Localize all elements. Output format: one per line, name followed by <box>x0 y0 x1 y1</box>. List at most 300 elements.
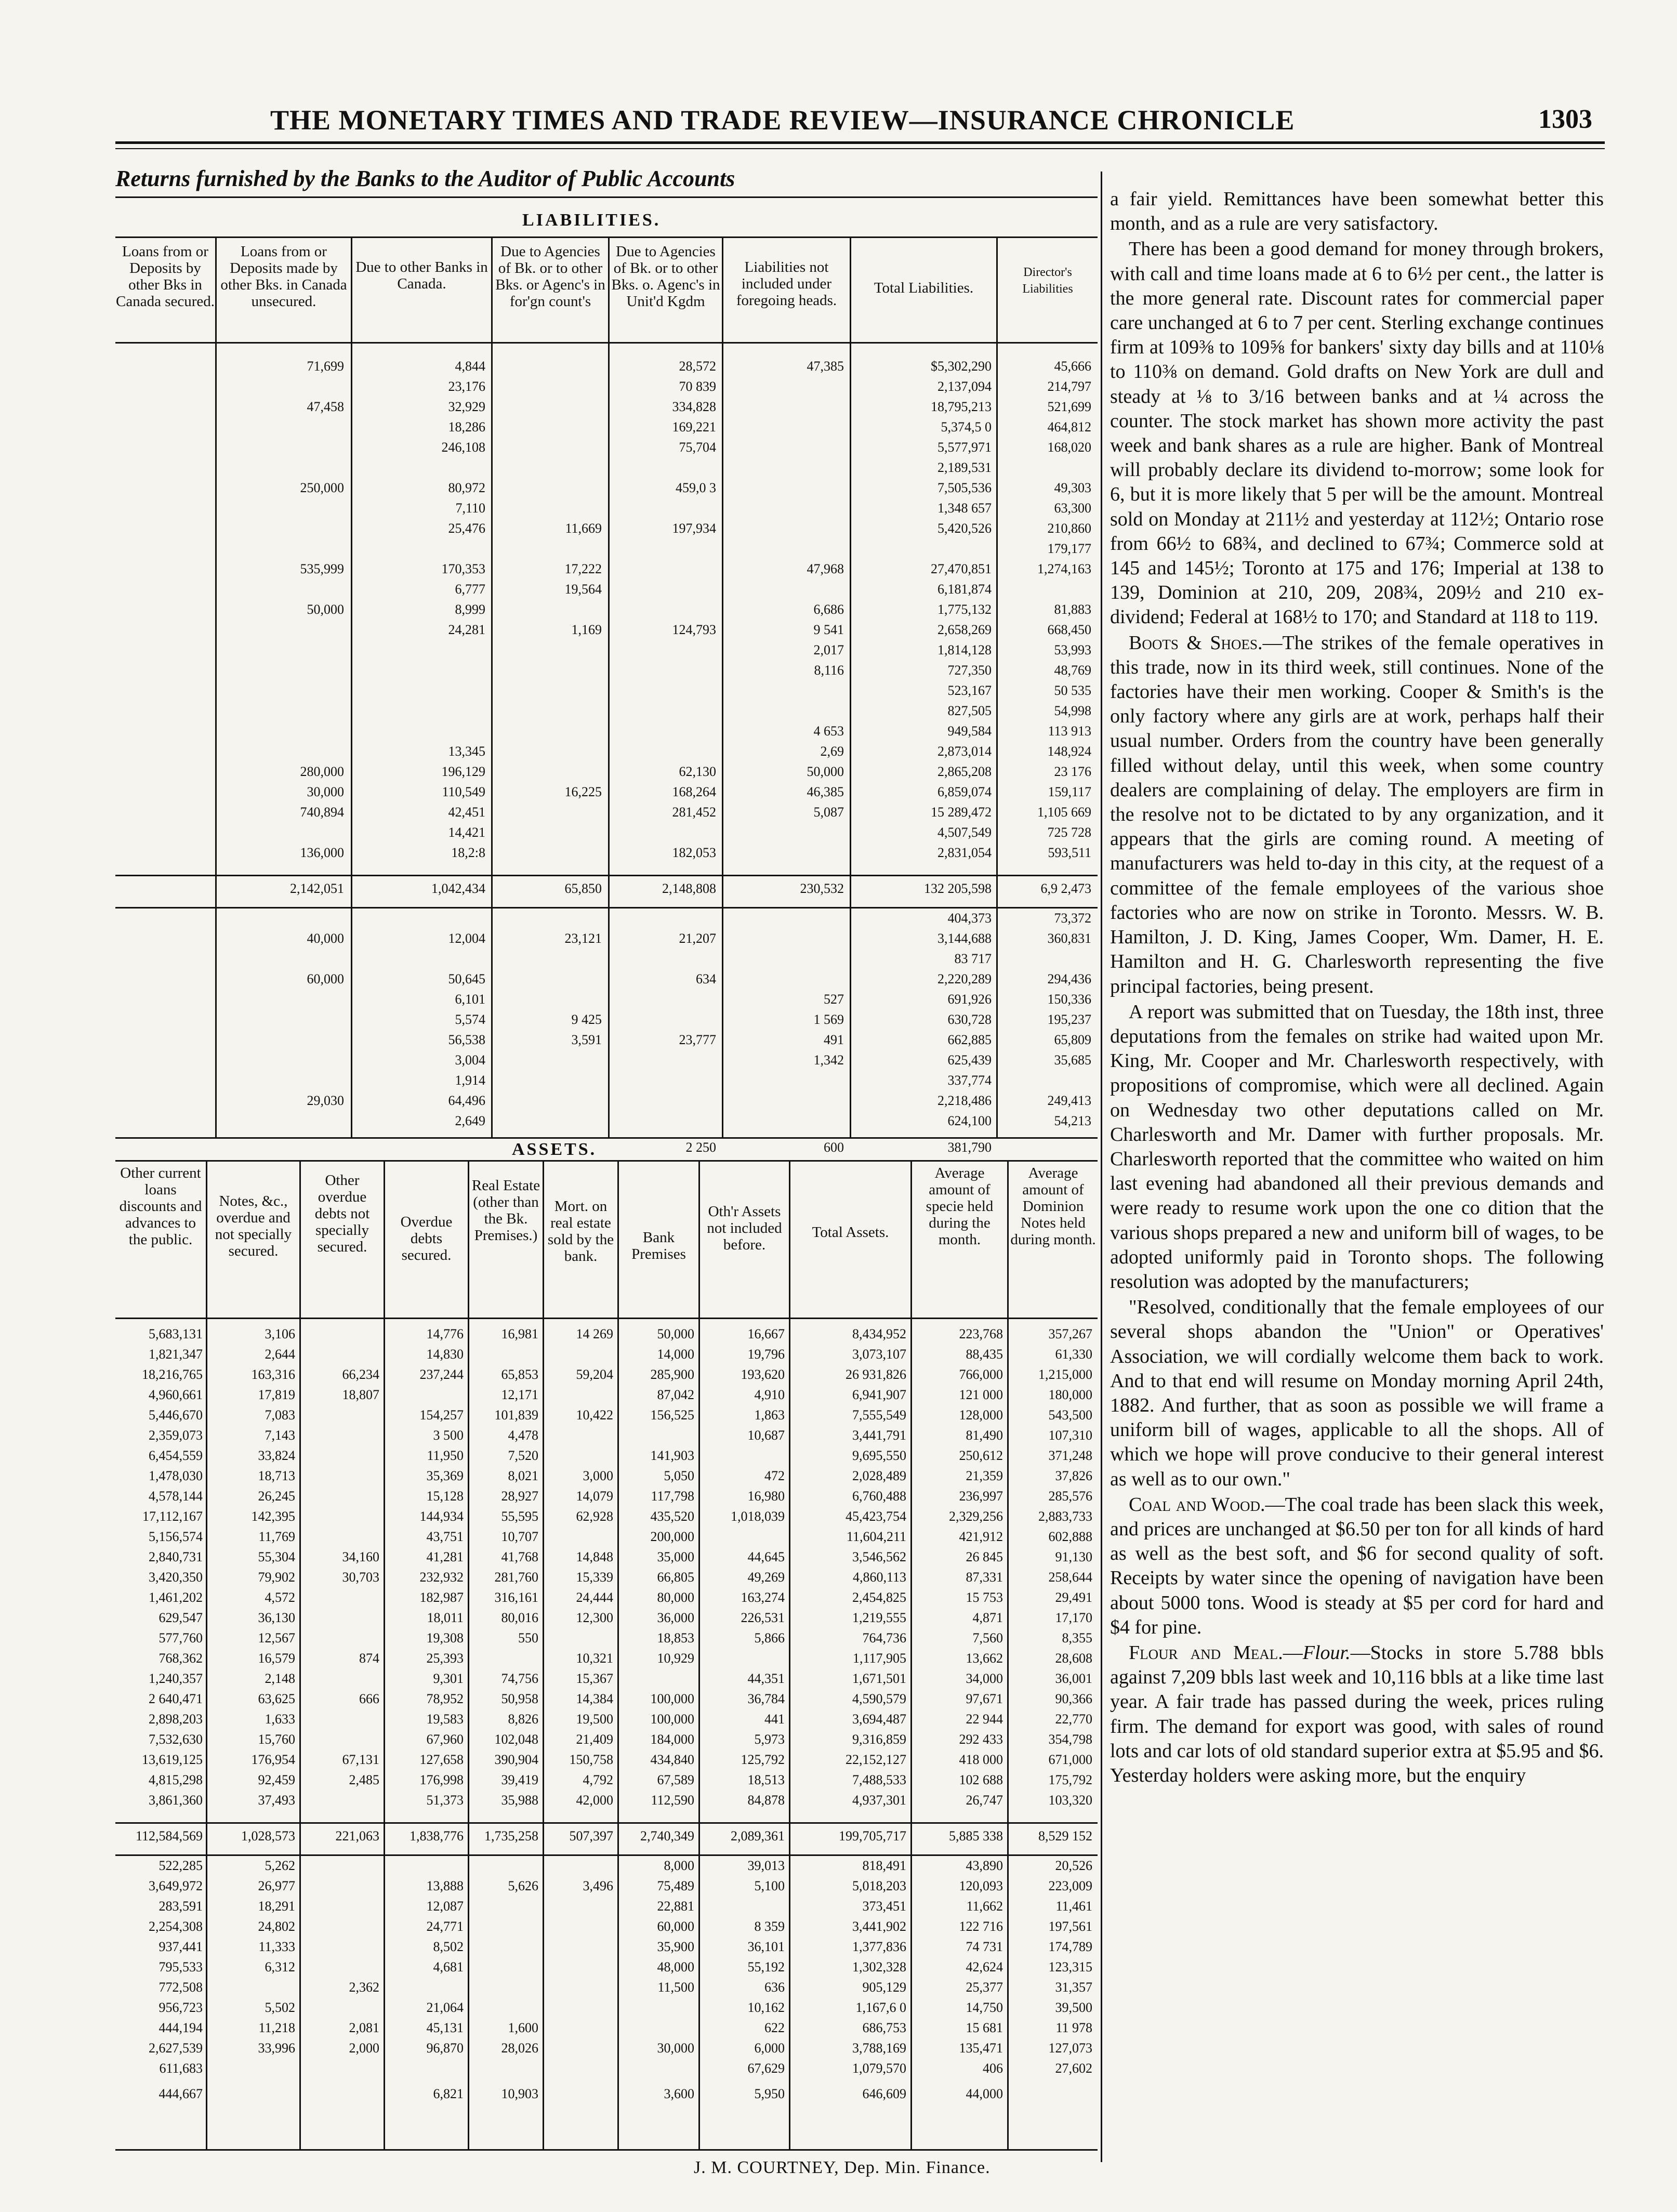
column-rule <box>617 1162 619 2149</box>
table-cell: 169,221 <box>672 419 716 434</box>
table-cell: 55,595 <box>501 1509 538 1524</box>
table-cell: 180,000 <box>1048 1387 1092 1402</box>
column-rule <box>543 1162 544 2149</box>
column-rule <box>850 238 851 1137</box>
table-cell: 47,385 <box>807 359 844 374</box>
table-cell: 636 <box>764 1980 785 1995</box>
table-cell: 18,291 <box>258 1899 295 1914</box>
liabilities-section-title: LIABILITIES. <box>522 210 661 230</box>
table-cell: 29,030 <box>307 1093 344 1108</box>
table-cell: 6,777 <box>455 582 485 597</box>
table-cell: 15,760 <box>258 1732 295 1747</box>
table-cell: 59,204 <box>576 1367 613 1382</box>
table-cell: 20,526 <box>1055 1858 1092 1873</box>
paragraph-text: —Stocks in store 5.788 bbls against 7,209 bbls last week and 10,116 bbls at a like time last year. A fair trade has passed during the week, prices ruling firm. The demand for export was good, with sales of round lots and car lots of old standard superior extra at $5.95 and $6. Yesterday holders were asking more, but the enquiry <box>1110 1641 1604 1786</box>
table-cell: 62,928 <box>576 1509 613 1524</box>
table-cell: 249,413 <box>1047 1093 1091 1108</box>
table-cell: 13,662 <box>966 1651 1003 1666</box>
paragraph: There has been a good demand for money through brokers, with call and time loans made at 6 to 6½ per cent., the latter is the more general rate. Discount rates for commercial paper care unchanged at 6 to 7 per cent. Sterling exchange continues firm at 109⅜ to 109⅝ for bankers' sixty day bills and at 110⅛ to 110⅜ on demand. Gold drafts on New York are dull and steady at ⅛ to 3/16 between banks and at ¼ across the counter. The stock market has shown more activity the past week and bank shares as a rule are higher. Bank of Montreal will probably declare its dividend to-morrow; some look for 6, but it is more likely that 5 per will be the amount. Montreal sold on Monday at 211½ and yesterday at 112½; Ontario rose from 66½ to 68¾, and declined to 67¾; Commerce sold at 145 and 145½; Toronto at 175 and 176; Imperial at 138 to 139, Dominion at 210, 209, 208¾, 209½ and 210 ex-dividend; Federal at 168½ to 170; and Standard at 118 to 119. <box>1110 238 1604 628</box>
header-rule <box>115 141 1605 144</box>
table-cell: 8,355 <box>1062 1630 1092 1645</box>
table-cell: 102 688 <box>959 1772 1003 1787</box>
column-rule <box>491 238 493 1137</box>
table-cell: 97,671 <box>966 1691 1003 1706</box>
table-cell: 175,792 <box>1048 1772 1092 1787</box>
table-cell: 22,152,127 <box>846 1752 906 1767</box>
table-cell: 150,336 <box>1047 992 1091 1007</box>
table-cell: 6,760,488 <box>852 1489 906 1504</box>
table-cell: 43,751 <box>426 1529 464 1544</box>
table-cell: 646,609 <box>862 2086 906 2101</box>
table-cell: 21,064 <box>426 2000 464 2015</box>
table-cell: 2,658,269 <box>937 622 992 637</box>
table-cell: 2,189,531 <box>937 460 992 475</box>
table-cell: 10,707 <box>501 1529 538 1544</box>
table-cell: 30,000 <box>657 2040 694 2056</box>
table-cell: 66,234 <box>342 1367 379 1382</box>
table-cell: 141,903 <box>650 1448 694 1463</box>
table-cell: 522,285 <box>159 1858 203 1873</box>
table-cell: 1,105 669 <box>1037 805 1091 820</box>
total-cell: 132 205,598 <box>924 881 992 896</box>
table-cell: 2,148 <box>265 1671 295 1686</box>
table-cell: 87,042 <box>657 1387 694 1402</box>
table-cell: 23 176 <box>1054 764 1091 779</box>
table-cell: 63,625 <box>258 1691 295 1706</box>
table-cell: 71,699 <box>307 359 344 374</box>
signature: J. M. COURTNEY, Dep. Min. Finance. <box>694 2158 991 2177</box>
table-cell: 3,546,562 <box>852 1549 906 1564</box>
table-cell: 5,100 <box>754 1878 785 1893</box>
table-cell: 123,315 <box>1048 1959 1092 1974</box>
table-cell: 818,491 <box>862 1858 906 1873</box>
returns-title: Returns furnished by the Banks to the Auditor of Public Accounts <box>115 166 735 191</box>
table-cell: 113 913 <box>1048 723 1091 739</box>
table-cell: 13,619,125 <box>142 1752 203 1767</box>
table-cell: 36,130 <box>258 1610 295 1625</box>
table-cell: 15 753 <box>966 1590 1003 1605</box>
table-cell: 22,881 <box>657 1899 694 1914</box>
table-cell: 5,574 <box>455 1012 485 1027</box>
liab-col-header: Due to other Banks in Canada. <box>355 259 488 292</box>
table-cell: 35,000 <box>657 1549 694 1564</box>
table-cell: 148,924 <box>1047 744 1091 759</box>
table-cell: 55,192 <box>747 1959 785 1974</box>
table-cell: 18,713 <box>258 1468 295 1483</box>
column-rule <box>468 1162 469 2149</box>
table-cell: 136,000 <box>300 845 344 860</box>
liab-col-header: Loans from or Deposits made by other Bks. in Canada unsecured. <box>220 243 347 310</box>
total-cell: 2,089,361 <box>731 1828 785 1844</box>
column-rule <box>996 238 998 1137</box>
table-cell: 22,770 <box>1055 1711 1092 1727</box>
table-cell: 61,330 <box>1055 1347 1092 1362</box>
table-cell: 285,900 <box>650 1367 694 1382</box>
table-cell: 63,300 <box>1054 501 1091 516</box>
table-cell: 150,758 <box>569 1752 613 1767</box>
table-cell: 2,627,539 <box>149 2040 203 2056</box>
column-rule <box>215 238 217 1137</box>
table-cell: 35,369 <box>426 1468 464 1483</box>
table-cell: 602,888 <box>1048 1529 1092 1544</box>
table-cell: 10,321 <box>576 1651 613 1666</box>
table-cell: 9 425 <box>571 1012 602 1027</box>
table-cell: 8,502 <box>433 1939 464 1954</box>
table-cell: 36,000 <box>657 1610 694 1625</box>
section-heading: Boots & Shoes. <box>1129 631 1263 654</box>
table-cell: 182,053 <box>672 845 716 860</box>
table-cell: 956,723 <box>159 2000 203 2015</box>
table-cell: 81,490 <box>966 1428 1003 1443</box>
table-cell: 5,577,971 <box>937 440 992 455</box>
table-cell: 135,471 <box>959 2040 1003 2056</box>
table-cell: 7,505,536 <box>937 480 992 495</box>
table-cell: 3,788,169 <box>852 2040 906 2056</box>
table-cell: 42,000 <box>576 1793 613 1808</box>
table-cell: 444,194 <box>159 2020 203 2035</box>
table-cell: 3,004 <box>455 1052 485 1068</box>
table-cell: 1,461,202 <box>149 1590 203 1605</box>
table-cell: 3,073,107 <box>852 1347 906 1362</box>
liab-col-header: Liabilities not included under foregoing heads. <box>736 259 837 309</box>
table-cell: 196,129 <box>441 764 485 779</box>
table-cell: 5,446,670 <box>149 1407 203 1423</box>
table-cell: 435,520 <box>650 1509 694 1524</box>
table-cell: 50,000 <box>657 1326 694 1341</box>
market-report-column <box>1110 187 1604 1789</box>
table-cell: 226,531 <box>741 1610 785 1625</box>
paragraph: a fair yield. Remittances have been somewhat better this month, and as a rule are very satisfactory. <box>1110 188 1604 235</box>
table-cell: 23,777 <box>679 1032 716 1047</box>
table-cell: 12,300 <box>576 1610 613 1625</box>
table-cell: 17,819 <box>258 1387 295 1402</box>
table-cell: 250,612 <box>959 1448 1003 1463</box>
table-cell: 176,998 <box>419 1772 464 1787</box>
table-cell: 236,997 <box>959 1489 1003 1504</box>
table-cell: 7,143 <box>265 1428 295 1443</box>
table-cell: 54,998 <box>1054 703 1091 718</box>
table-cell: 8,826 <box>508 1711 538 1727</box>
section-heading: Coal and Wood. <box>1129 1493 1265 1516</box>
table-cell: 10,422 <box>576 1407 613 1423</box>
table-cell: 2,017 <box>813 642 844 657</box>
table-cell: 168,264 <box>672 784 716 799</box>
table-cell: 611,683 <box>159 2061 203 2076</box>
table-cell: 36,101 <box>747 1939 785 1954</box>
table-cell: 39,500 <box>1055 2000 1092 2015</box>
total-cell: 230,532 <box>800 881 844 896</box>
table-cell: 65,809 <box>1054 1032 1091 1047</box>
table-cell: 2,649 <box>455 1113 485 1128</box>
table-cell: 22 944 <box>966 1711 1003 1727</box>
table-cell: 33,824 <box>258 1448 295 1463</box>
table-cell: 55,304 <box>258 1549 295 1564</box>
table-cell: 2,218,486 <box>937 1093 992 1108</box>
table-cell: 2,644 <box>265 1347 295 1362</box>
column-rule <box>910 1162 912 2149</box>
table-cell: 768,362 <box>159 1651 203 1666</box>
liab-col-header: Loans from or Deposits by other Bks in Canada secured. <box>115 243 215 310</box>
table-cell: 17,112,167 <box>142 1509 203 1524</box>
table-cell: 7,555,549 <box>852 1407 906 1423</box>
table-cell: 49,269 <box>747 1570 785 1585</box>
table-cell: 1,079,570 <box>852 2061 906 2076</box>
table-cell: 96,870 <box>426 2040 464 2056</box>
asset-col-header: Bank Premises <box>631 1229 686 1262</box>
table-cell: 50,000 <box>307 602 344 617</box>
table-cell: 125,792 <box>741 1752 785 1767</box>
table-cell: 182,987 <box>419 1590 464 1605</box>
table-cell: 195,237 <box>1047 1012 1091 1027</box>
table-cell: 14,000 <box>657 1347 694 1362</box>
table-cell: 2 640,471 <box>149 1691 203 1706</box>
table-cell: 193,620 <box>741 1367 785 1382</box>
table-cell: 14,750 <box>966 2000 1003 2015</box>
asset-col-header: Total Assets. <box>812 1224 889 1241</box>
table-cell: 418 000 <box>959 1752 1003 1767</box>
table-cell: 223,768 <box>959 1326 1003 1341</box>
paragraph: A report was submitted that on Tuesday, the 18th inst, three deputations from the females on strike had waited upon Mr. King, Mr. Cooper and Mr. Charlesworth respectively, with propositions of compromise, which were all declined. Again on Wednesday two other deputations called on Mr. Charlesworth and Mr. Damer with further proposals. Mr. Charlesworth reported that the committee who waited on him last evening had abandoned all their previous demands and were ready to resume work upon the one co dition that the various shops prepared a new and uniform bill of wages, to be adopted uniformly paid in Toronto shops. The following resolution was adopted by the manufacturers; <box>1110 1000 1604 1293</box>
table-cell: 47,968 <box>807 561 844 576</box>
assets-section-title: ASSETS. <box>512 1140 597 1159</box>
table-cell: 4,792 <box>583 1772 613 1787</box>
table-cell: 19,583 <box>426 1711 464 1727</box>
table-cell: 67,960 <box>426 1732 464 1747</box>
table-cell: 3,496 <box>583 1878 613 1893</box>
table-cell: 9,301 <box>433 1671 464 1686</box>
table-cell: 2,220,289 <box>937 971 992 986</box>
table-cell: 11,461 <box>1055 1899 1092 1914</box>
liab-col-header: Due to Agencies of Bk. or to other Bks. or Agenc's in for'gn count's <box>495 243 605 310</box>
table-cell: 26 845 <box>966 1549 1003 1564</box>
total-cell: 2,740,349 <box>640 1828 694 1844</box>
table-cell: 26,245 <box>258 1489 295 1504</box>
table-cell: 12,087 <box>426 1899 464 1914</box>
table-cell: 2,485 <box>349 1772 379 1787</box>
table-cell: 179,177 <box>1047 541 1091 556</box>
table-cell: 543,500 <box>1048 1407 1092 1423</box>
table-cell: 60,000 <box>657 1919 694 1934</box>
table-cell: 9,316,859 <box>852 1732 906 1747</box>
table-cell: 11,950 <box>427 1448 464 1463</box>
table-cell: 49,303 <box>1054 480 1091 495</box>
table-cell: 83 717 <box>954 951 992 966</box>
table-cell: 103,320 <box>1048 1793 1092 1808</box>
table-cell: 250,000 <box>300 480 344 495</box>
table-cell: 1,600 <box>508 2020 538 2035</box>
asset-col-header: Overdue debts secured. <box>400 1214 453 1263</box>
table-cell: 12,171 <box>501 1387 538 1402</box>
table-cell: 8,999 <box>455 602 485 617</box>
table-cell: 35,685 <box>1054 1052 1091 1068</box>
table-cell: 4,860,113 <box>852 1570 906 1585</box>
table-cell: 2,865,208 <box>937 764 992 779</box>
table-cell: 3,600 <box>664 2086 694 2101</box>
table-cell: 12,567 <box>258 1630 295 1645</box>
table-cell: 593,511 <box>1048 845 1091 860</box>
table-cell: 16,225 <box>564 784 602 799</box>
column-rule <box>299 1162 301 2149</box>
table-cell: 686,753 <box>862 2020 906 2035</box>
table-cell: 127,073 <box>1048 2040 1092 2056</box>
table-cell: 334,828 <box>672 399 716 414</box>
table-cell: 37,493 <box>258 1793 295 1808</box>
table-cell: 197,561 <box>1048 1919 1092 1934</box>
table-cell: 390,904 <box>494 1752 538 1767</box>
table-cell: 44,645 <box>747 1549 785 1564</box>
table-cell: 3,441,902 <box>852 1919 906 1934</box>
table-cell: 41,768 <box>501 1549 538 1564</box>
header-underline <box>115 342 1098 344</box>
table-cell: 2,454,825 <box>852 1590 906 1605</box>
table-cell: 535,999 <box>300 561 344 576</box>
table-cell: 4,815,298 <box>149 1772 203 1787</box>
table-cell: 18,286 <box>448 419 485 434</box>
table-cell: 258,644 <box>1048 1570 1092 1585</box>
table-cell: 3,000 <box>583 1468 613 1483</box>
table-cell: 464,812 <box>1047 419 1091 434</box>
title-rule <box>115 196 1098 198</box>
paragraph-body: —Flour.—Stocks in store 5.788 bbls against 7,209 bbls last week and 10,116 bbls at a like time last year. A fair trade has passed during the week, prices ruling firm. The demand for export was good, with sales of round lots and car lots of old standard superior extra at $5.95 and $6. Yesterday holders were asking more, but the enquiry <box>1110 1641 1604 1786</box>
table-cell: 373,451 <box>862 1899 906 1914</box>
total-cell: 2,148,808 <box>662 881 716 896</box>
table-cell: 44,000 <box>966 2086 1003 2101</box>
table-cell: 523,167 <box>947 683 992 698</box>
table-cell: 294,436 <box>1047 971 1091 986</box>
table-cell: 30,000 <box>307 784 344 799</box>
table-cell: 70 839 <box>679 379 716 394</box>
table-cell: 163,274 <box>741 1590 785 1605</box>
table-cell: 21,359 <box>966 1468 1003 1483</box>
table-cell: 24,802 <box>258 1919 295 1934</box>
table-cell: 51,373 <box>426 1793 464 1808</box>
table-cell: 232,932 <box>419 1570 464 1585</box>
column-rule <box>789 1162 790 2149</box>
table-cell: 36,001 <box>1055 1671 1092 1686</box>
table-cell: 1,117,905 <box>852 1651 906 1666</box>
table-cell: 337,774 <box>947 1073 992 1088</box>
table-cell: 45,666 <box>1054 359 1091 374</box>
total-cell: 1,735,258 <box>484 1828 538 1844</box>
table-cell: 60,000 <box>307 971 344 986</box>
table-cell: 6,312 <box>265 1959 295 1974</box>
table-cell: 691,926 <box>947 992 992 1007</box>
table-cell: 163,316 <box>251 1367 295 1382</box>
table-cell: 874 <box>359 1651 379 1666</box>
table-cell: 31,357 <box>1055 1980 1092 1995</box>
page-header-title: THE MONETARY TIMES AND TRADE REVIEW—INSURANCE CHRONICLE <box>270 104 1295 136</box>
table-cell: 75,704 <box>679 440 716 455</box>
table-cell: 634 <box>696 971 716 986</box>
table-cell: 727,350 <box>947 663 992 678</box>
table-cell: 740,894 <box>300 805 344 820</box>
table-cell: 281,452 <box>672 805 716 820</box>
table-cell: 1,219,555 <box>852 1610 906 1625</box>
table-cell: 6,454,559 <box>149 1448 203 1463</box>
table-cell: $5,302,290 <box>931 359 992 374</box>
table-cell: 7,110 <box>455 501 485 516</box>
table-cell: 2,028,489 <box>852 1468 906 1483</box>
table-cell: 24,281 <box>448 622 485 637</box>
paragraph: "Resolved, conditionally that the female employees of our several shops abandon the "Union" or Operatives' Association, we will cordially welcome them back to work. And to that end will resume on Monday morning April 24th, 1882. And further, that as soon as possible we will frame a uniform bill of wages, applicable to all the shops. All of which we hope will prove conducive to their general interest as well as to our own." <box>1110 1296 1604 1490</box>
table-cell: 1,814,128 <box>937 642 992 657</box>
liab-col-header: Due to Agencies of Bk. or to other Bks. o. Agenc's in Unit'd Kgdm <box>611 243 720 310</box>
table-cell: 283,591 <box>159 1899 203 1914</box>
table-cell: 316,161 <box>494 1590 538 1605</box>
table-cell: 1,377,836 <box>852 1939 906 1954</box>
table-cell: 3,861,360 <box>149 1793 203 1808</box>
table-cell: 5,866 <box>754 1630 785 1645</box>
asset-col-header: Average amount of Dominion Notes held during month. <box>1010 1165 1096 1248</box>
total-cell: 221,063 <box>335 1828 379 1844</box>
table-cell: 2,081 <box>349 2020 379 2035</box>
table-cell: 6,821 <box>433 2086 464 2101</box>
table-cell: 2,254,308 <box>149 1919 203 1934</box>
table-cell: 4,578,144 <box>149 1489 203 1504</box>
table-cell: 7,520 <box>508 1448 538 1463</box>
table-cell: 381,790 <box>947 1140 992 1155</box>
asset-col-header: Oth'r Assets not included before. <box>707 1203 782 1253</box>
table-cell: 5,973 <box>754 1732 785 1747</box>
table-cell: 4 653 <box>813 723 844 739</box>
table-cell: 2 250 <box>685 1140 716 1155</box>
table-cell: 26 931,826 <box>846 1367 906 1382</box>
table-cell: 30,703 <box>342 1570 379 1585</box>
table-cell: 491 <box>824 1032 844 1047</box>
table-cell: 19,796 <box>747 1347 785 1362</box>
table-cell: 772,508 <box>159 1980 203 1995</box>
table-cell: 14 269 <box>576 1326 613 1341</box>
table-cell: 13,345 <box>448 744 485 759</box>
table-cell: 15 289,472 <box>931 805 992 820</box>
table-cell: 2,898,203 <box>149 1711 203 1727</box>
table-cell: 18,2:8 <box>451 845 485 860</box>
table-cell: 1,215,000 <box>1038 1367 1092 1382</box>
table-cell: 630,728 <box>947 1012 992 1027</box>
table-cell: 10,687 <box>747 1428 785 1443</box>
table-cell: 44,351 <box>747 1671 785 1686</box>
table-cell: 2,840,731 <box>149 1549 203 1564</box>
table-cell: 15,339 <box>576 1570 613 1585</box>
table-cell: 46,385 <box>807 784 844 799</box>
table-cell: 21,207 <box>679 931 716 946</box>
table-cell: 16,981 <box>501 1326 538 1341</box>
table-cell: 8,021 <box>508 1468 538 1483</box>
table-cell: 5,626 <box>508 1878 538 1893</box>
table-cell: 550 <box>518 1630 538 1645</box>
table-cell: 1,775,132 <box>937 602 992 617</box>
table-cell: 2,329,256 <box>949 1509 1003 1524</box>
table-cell: 25,476 <box>448 521 485 536</box>
table-cell: 1,240,357 <box>149 1671 203 1686</box>
table-cell: 14,079 <box>576 1489 613 1504</box>
table-cell: 67,629 <box>747 2061 785 2076</box>
table-cell: 27,602 <box>1055 2061 1092 2076</box>
table-cell: 26,747 <box>966 1793 1003 1808</box>
table-cell: 112,590 <box>651 1793 694 1808</box>
table-cell: 6,000 <box>754 2040 785 2056</box>
total-cell: 8,529 152 <box>1038 1828 1092 1844</box>
column-rule <box>351 238 352 1137</box>
table-cell: 168,020 <box>1047 440 1091 455</box>
table-cell: 64,496 <box>448 1093 485 1108</box>
table-cell: 26,977 <box>258 1878 295 1893</box>
table-cell: 1,342 <box>813 1052 844 1068</box>
table-cell: 13,888 <box>426 1878 464 1893</box>
table-cell: 949,584 <box>947 723 992 739</box>
table-cell: 10,162 <box>747 2000 785 2015</box>
table-cell: 421,912 <box>959 1529 1003 1544</box>
